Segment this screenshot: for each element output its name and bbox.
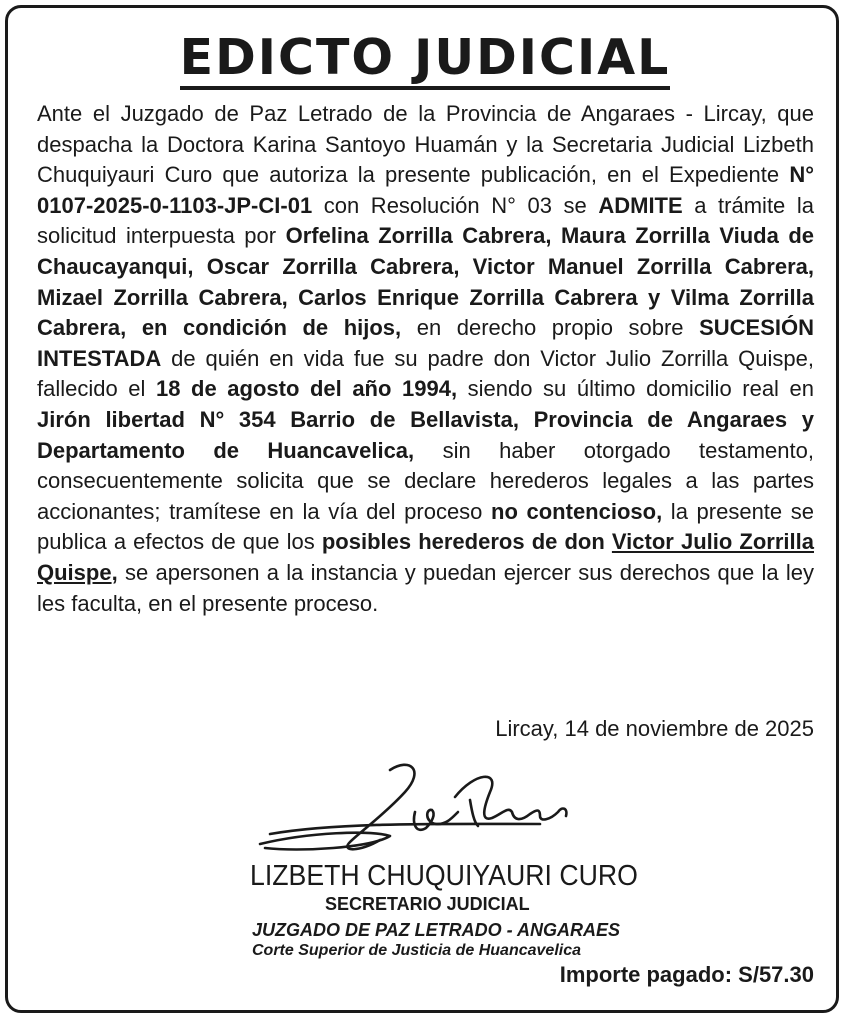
- case-number: N° 0107-2025-0-1103-JP-CI-01: [37, 162, 814, 218]
- process-type: no contencioso,: [491, 498, 663, 524]
- signer-role: SECRETARIO JUDICIAL: [325, 894, 530, 914]
- notice-body: Ante el Juzgado de Paz Letrado de la Provincia de Angaraes - Lircay, que despacha la Doctora Karina Santoyo Huamán y la Secretaria Judicial Lizbeth Chuquiyauri Curo que autoriza la presente publicación, en el Expediente N° 0107-2025-0-1103-JP-CI-01 con Resolución N° 03 se ADMITE a trámite la solicitud interpuesta por Orfelina Zorrilla Cabrera, Maura Zorrilla Viuda de Chaucayanqui, Oscar Zorrilla Cabrera, Victor Manuel Zorrilla Cabrera, Mizael Zorrilla Cabrera, Carlos Enrique Zorrilla Cabrera y Vilma Zorrilla Cabrera, en condición de hijos, en derecho propio sobre SUCESIÓN INTESTADA de quién en vida fue su padre don Victor Julio Zorrilla Quispe, fallecido el 18 de agosto del año 1994, siendo su último domicilio real en Jirón libertad N° 354 Barrio de Bellavista, Provincia de Angaraes y Departamento de Huancavelica, sin haber otorgado testamento, consecuentemente solicita que se declare herederos legales a las partes accionantes; tramítese en la vía del proceso no contencioso, la presente se publica a efectos de que los posibles herederos de don Victor Julio Zorrilla Quispe, se apersonen a la instancia y puedan ejercer sus derechos que la ley les faculta, en el presente proceso.: [37, 101, 814, 616]
- court-name: JUZGADO DE PAZ LETRADO - ANGARAES: [252, 920, 621, 940]
- notice-title: EDICTO JUDICIAL: [0, 28, 850, 88]
- signer-name: LIZBETH CHUQUIYAURI CURO: [250, 860, 638, 892]
- death-date: 18 de agosto del año 1994,: [155, 376, 458, 402]
- last-address: Jirón libertad N° 354 Barrio de Bellavista, Provincia de Angaraes y Departamento de Huancavelica,: [37, 406, 814, 463]
- admite-word: ADMITE: [598, 192, 683, 218]
- succession-type: SUCESIÓN INTESTADA: [37, 315, 814, 371]
- heirs-phrase: posibles herederos de don Victor Julio Zorrilla Quispe,: [37, 529, 814, 585]
- deceased-name: Victor Julio Zorrilla Quispe: [37, 529, 814, 585]
- superior-court: Corte Superior de Justicia de Huancavelica: [252, 942, 582, 959]
- signature-stamp: [240, 752, 638, 972]
- applicants: Orfelina Zorrilla Cabrera, Maura Zorrilla Viuda de Chaucayanqui, Oscar Zorrilla Cabrera, Victor Manuel Zorrilla Cabrera, Mizael Zorrilla Cabrera, Carlos Enrique Zorrilla Cabrera y Vilma Zorrilla Cabrera, en condición de hijos,: [37, 223, 814, 341]
- date-line: Lircay, 14 de noviembre de 2025: [495, 716, 814, 741]
- fee-paid: Importe pagado: S/57.30: [559, 962, 814, 987]
